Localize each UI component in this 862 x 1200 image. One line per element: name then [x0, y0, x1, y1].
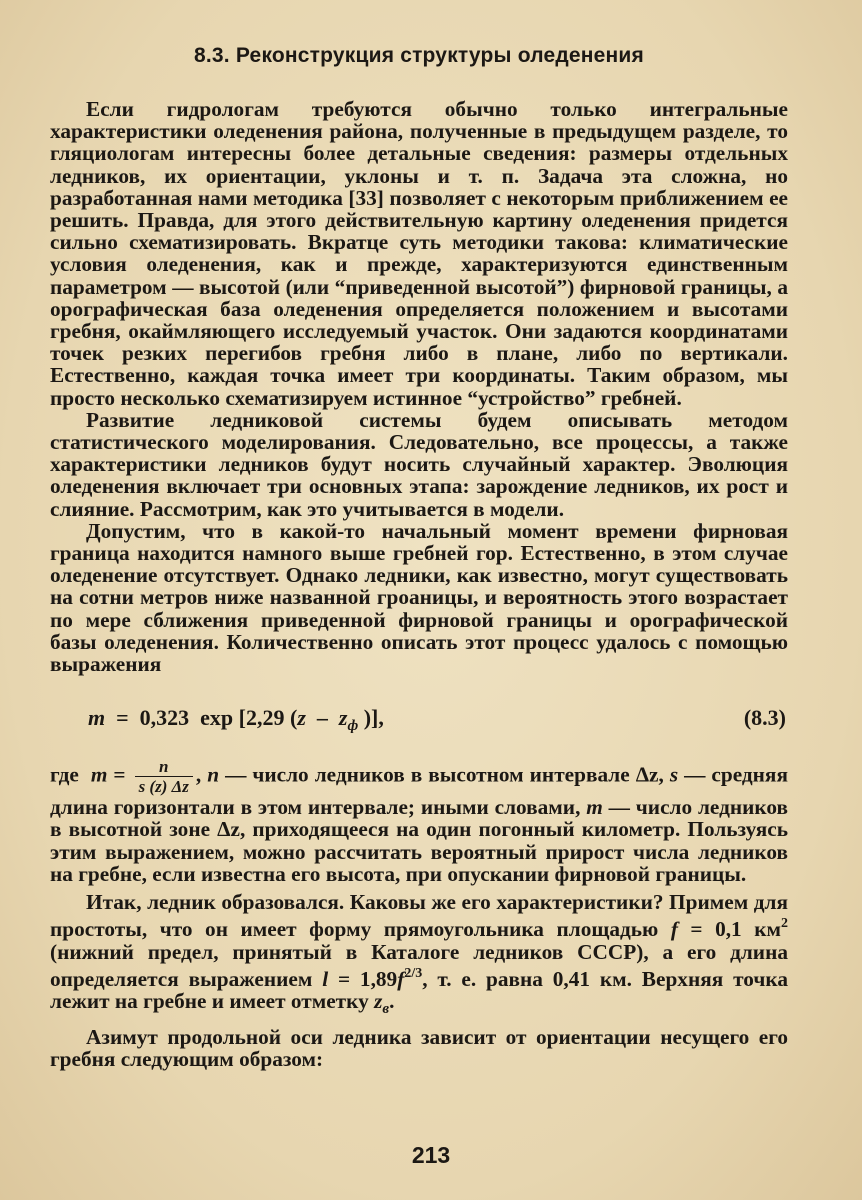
paragraph: Развитие ледниковой системы будем описывать методом статистического моделирования. Следовательно, все процессы, а также характеристики ледников будут носить случайный характер. Эволюция оледенения включает три основных этапа: зарождение ледников, их рост и слияние. Рассмотрим, как это учитывается в модели.: [50, 407, 788, 521]
body-text-continued: [50, 757, 788, 1070]
section-heading: 8.3. Реконструкция структуры оледенения: [194, 44, 644, 67]
equation-number: (8.3): [743, 705, 786, 731]
paragraph: Если гидрологам требуются обычно только интегральные характеристики оледенения района, полученные в предыдущем разделе, то гляциологам интересны более детальные сведения: размеры отдельных ледников, их ориентации, уклоны и т. п. Задача эта сложна, но разработанная нами методика [33] позволяет с некоторым приближением ее решить. Правда, для этого действительную картину оледенения придется сильно схематизировать. Вкратце суть методики такова: климатические условия оледенения, как и прежде, характеризуются единственным параметром — высотой (или “приведенной высотой”) фирновой границы, а орографическая база оледенения определяется положением и высотами гребня, окаймляющего исследуемый участок. Они задаются координатами точек резких перегибов гребня либо в плане, либо по вертикали. Естественно, каждая точка имеет три координаты. Таким образом, мы просто несколько схематизируем истинное “устройство” гребней.: [50, 97, 788, 410]
paragraph: Допустим, что в какой-то начальный момент времени фирновая граница находится намного выше гребней гор. Естественно, в этом случае оледенение отсутствует. Однако ледники, как известно, могут существовать на сотни метров ниже названной гроаницы, и вероятность этого возрастает по мере сближения приведенной фирновой границы и орографической базы оледенения. Количественно описать этот процесс удалось с помощью выражения: [50, 518, 788, 677]
paragraph: Итак, ледник образовался. Каковы же его характеристики? Примем для простоты, что он имеет форму прямоугольника площадью f = 0,1 $км^2$ (нижний предел, принятый в Каталоге ледников СССР), а его длина определяется выражением $l = 1,89f^{2/3}$, т. е. равна 0,41 км. Верхняя точка лежит на гребне и имеет отметку $z_в$.: [50, 890, 789, 1017]
page-number: 213: [411, 1142, 451, 1168]
body-text: [50, 98, 788, 675]
fraction: $\frac{n}{s (z) \Delta z}$: [135, 757, 193, 796]
equation-body: m = 0,323 exp [2,29 ($z - z_ф$ )],: [88, 705, 384, 735]
where-clause: где m = $\frac{n}{s (z) \Delta z}$ , n — число ледников в высотном интервале Δz, s — средняя длина горизонтали в этом интервале; иными словами, m — число ледников в высотной зоне Δz, приходящееся на один погонный километр. Пользуясь этим выражением, можно рассчитать вероятный прирост числа ледников на гребне, если известна его высота, при опускании фирновой границы.: [50, 757, 788, 886]
equation-8-3: [50, 705, 788, 735]
paragraph: Азимут продольной оси ледника зависит от ориентации несущего его гребня следующим образом:: [50, 1025, 788, 1072]
